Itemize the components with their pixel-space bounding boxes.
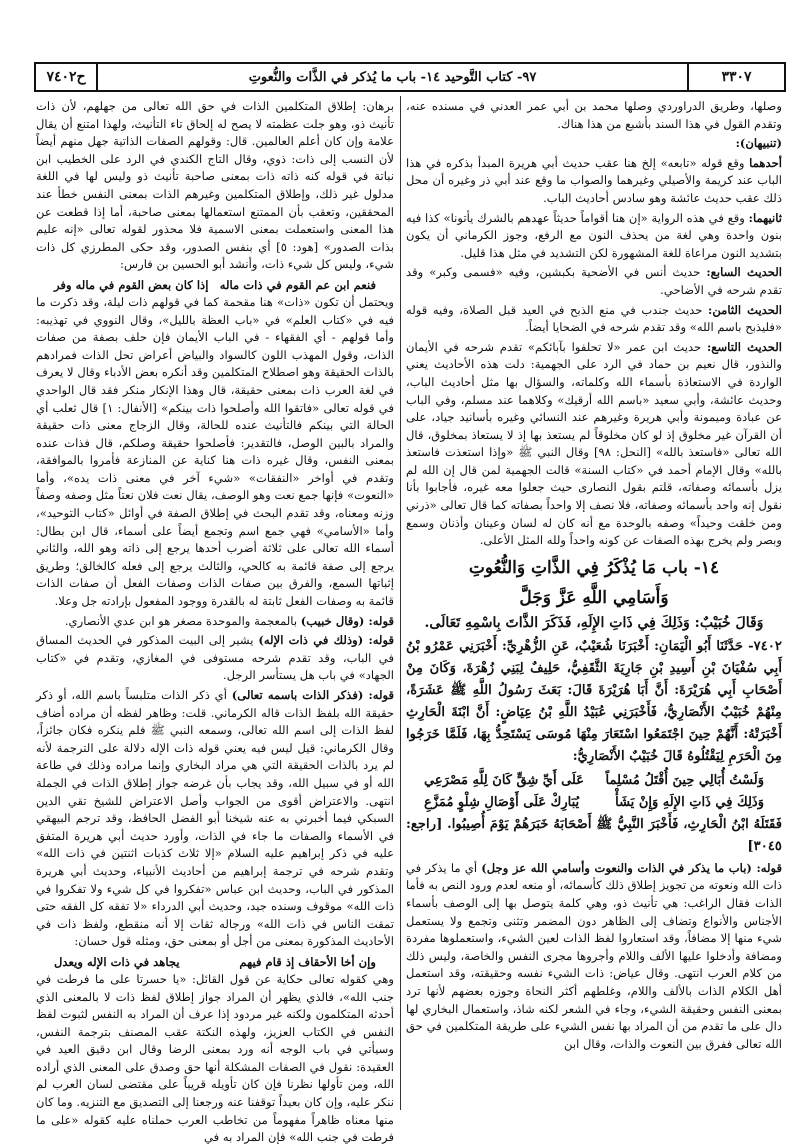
paragraph-lead: أحدهما [749,155,782,170]
running-title: ٩٧- كتاب التَّوحيد ١٤- باب ما يُذكر في الذَّات والنُّعوتِ [98,64,689,90]
chapter-heading-line2: وَأَسَامِي اللَّهِ عَزَّ وَجَلَّ [519,587,669,608]
paragraph-lead: الحديث السابع: [706,265,782,280]
poem-line [406,792,782,814]
poem-line [36,276,394,294]
paragraph [36,687,394,951]
column-divider [400,96,401,1110]
paragraph-text: بالمعجمة والموحدة مصغر هو ابن عدي الأنصاري. [64,613,298,628]
paragraph-lead: قوله: (باب ما يذكر في الذات والنعوت وأسامي الله عز وجل) [481,860,783,875]
poem-hemistich: يجاهد في ذات الإله ويعدل [54,954,180,969]
poem-hemistich: عَلَى أَيِّ شِقٍّ كَانَ لِلَّهِ مَصْرَعِي [424,772,584,788]
paragraph-text: أي ذكر الذات متلبساً باسم الله، أو ذكر حقيقة الله بلفظ الذات قاله الكرماني. قلت: وظاهر لفظه أن مراده أضاف لفظ الذات إلى اسم الله تعالى، وسمعه النبي ﷺ فلم ينكره فكان جائزاً، وقال الكرماني: قيل ليس فيه يعني قوله ذات الإله دلالة على الترجمة لأنه لم يرد بالذات الحقيقة التي هي مراد البخاري وإنما مراده وذلك في طاعة الله أو في سبيل الله، وقد يجاب بأن غرضه جواز إطلاق الذات في الجملة انتهى. والاعتراض أقوى من الجواب وأصل الاعتراض للشيخ تقي الدين السبكي فيما أخبرني به عنه شيخنا أبو الفضل الحافظ، وقد ترجم البيهقي في الأسماء والصفات ما جاء في الذات، وأورد حديث أبي هريرة المتفق عليه في ذكر إبراهيم عليه السلام «إلا ثلاث كذبات اثنتين في ذات الله» وتقدم شرحه في ترجمة إبراهيم من أحاديث الأنبياء، وحديث أبي هريرة المذكور في الباب، وحديث ابن عباس «تفكروا في كل شيء ولا تفكروا في ذات الله» موقوف وسنده جيد، وحديث أبي الدرداء «لا تفقه كل الفقه حتى تمقت الناس في ذات الله» ورجاله ثقات إلا أنه منقطع، ولفظ ذات في الأحاديث المذكورة بمعنى من أجل أو بمعنى حق، ومثله قول حسان: [36,688,394,949]
paragraph [406,339,782,550]
hadith-reference: ح٧٤٠٢ [36,64,98,90]
section-label: (تنبيهان): [735,136,782,151]
right-column [406,98,782,1110]
poem-hemistich: وَذَلِكَ فِي ذَاتِ الإِلَهِ وَإِنْ يَشَأْ [615,794,764,810]
paragraph-lead: الحديث التاسع: [707,339,783,354]
paragraph-lead: ثانيهما: [748,210,783,225]
chapter-heading: ١٤- باب مَا يُذْكَرُ فِي الذَّاتِ وَالنُّعُوتِ [468,557,720,578]
poem-line [36,953,394,971]
chapter-subheading: وَقَالَ خُبَيْبٌ: وَذَلِكَ فِي ذَاتِ الإِلَهِ، فَذَكَرَ الذَّاتَ بِاسْمِهِ تَعَالَى. [424,614,764,631]
paragraph-lead: قوله: (وقال خبيب) [300,613,394,628]
paragraph: وهي كقوله تعالى حكاية عن قول القائل: «يا حسرتا على ما فرطت في جنب الله»، فالذي يظهر أن المراد جواز إطلاق لفظ ذات لا بالمعنى الذي أحدثه المتكلمون ولكنه غير مردود إذا عرف أن المراد به النفس لثبوت لفظ النفس في الكتاب العزيز، ولهذه النكتة عقب المصنف بترجمة النفس، وسيأتي في باب الوجه أنه ورد بمعنى الرضا وقال ابن دقيق العيد في العقيدة: نقول في الصفات المشكلة أنها حق وصدق على المعنى الذي أراده الله، ومن تأولها نظرنا فإن كان تأويله قريباً على مقتضى لسان العرب لم ننكر عليه، وإن كان بعيداً توقفنا عنه ورجعنا إلى التصديق مع التنزيه. وما كان منها معناه ظاهراً مفهوماً من تخاطب العرب حملناه عليه كقوله «على ما فرطت في جنب الله» فإن المراد به في [36,971,394,1145]
paragraph-text: حديث ابن عمر «لا تحلفوا بآبائكم» تقدم شرحه في الأيمان والنذور، قال نعيم بن حماد في الرد على الجهمية: دلت هذه الأحاديث يعني الواردة في الاستعاذة بأسماء الله وكلماته، والسؤال بها مثل أحاديث الباب، وحديث عائشة، وأبي سعيد «باسم الله أرقيك» وكلاهما عند مسلم، وفي الباب عن عبادة وميمونة وأبي هريرة وغيرهم عند النسائي وغيره بأسانيد جياد، على أن القرآن غير مخلوق إذ لو كان مخلوقاً لم يستعذ بها إذ لا يستعاذ بمخلوق، قال الله تعالى «فاستعذ بالله» [النحل: ٩٨] وقال النبي ﷺ «وإذا استعذت فاستعذ بالله» وقال الإمام أحمد في «كتاب السنة» قالت الجهمية لمن قال إن الله لم يزل بأسمائه وصفاته، قلتم بقول النصارى حيث جعلوا معه غيره، فأجابوا بأنا نقول إنه واحد بأسمائه وصفاته، فلا نصف إلا واحداً بصفاته كما قال تعالى «ذرني ومن خلقت وحيداً» وصفه بالوحدة مع أنه كان له لسان وعينان وأذنان وسمع وبصر ولم يخرج بهذه الصفات عن كونه واحداً ولله المثل الأعلى. [406,339,782,548]
paragraph-text: وقع قوله «تابعه» إلخ هنا عقب حديث أبي هريرة المبدأ بذكره في هذا الباب عند كريمة والأصيلي وغيرهما والصواب ما وقع عند أبي ذر وغيره أن محل ذلك عقب حديث عائشة وهو سادس أحاديث الباب. [406,155,782,205]
poem-hemistich: يُبَارِكْ عَلَى أَوْصَالِ شِلْوٍ مُمَزَّعِ [424,794,580,810]
paragraph-text: وقع في هذه الرواية «إن هنا أقواماً حديثاً عهدهم بالشرك يأتونا» كذا فيه بنون واحدة وهي لغة من يحذف النون مع الرفع، وجوز الكرماني أن يكون بتشديد النون مراعاة للغة المشهورة لكن التشديد في مثل هذا قليل. [406,210,782,260]
left-column [36,98,395,1145]
paragraph-text: أي ما يذكر في ذات الله ونعوته من تجويز إطلاق ذلك كأسمائه، أو منعه لعدم ورود النص به فأما الذات فقال الراغب: هي تأنيث ذو، وهي كلمة يتوصل بها إلى الوصف بأسماء الأجناس والأنواع وتضاف إلى الظاهر دون المضمر وتثنى وتجمع ولا يستعمل شيء منها إلا مضافاً، وقد استعاروا لفظ الذات لعين الشيء، واستعملوها مفردة ومضافة وأدخلوا عليها الألف واللام وأجروها مجرى النفس والخاصة، وليس ذلك من كلام العرب انتهى. وقال عياض: ذات الشيء نفسه وحقيقته، وقد استعمل أهل الكلام الذات بالألف واللام، وغلطهم أكثر النحاة وجوزه بعضهم لأنها ترد بمعنى النفس وحقيقة الشيء، وجاء في الشعر لكنه شاذ، واستعمال البخاري لها دال على ما تقدم من أن المراد بها نفس الشيء على طريقة المتكلمين في حق الله تعالى ففرق بين النعوت والذات، وقال ابن [406,860,782,1051]
paragraph [406,860,782,1054]
paragraph: ويحتمل أن تكون «ذات» هنا مقحمة كما في قولهم ذات ليلة، وقد ذكرت ما فيه في «كتاب العلم» في «باب العظة بالليل»، وقال النووي في تهذيبه: وأما قولهم - أي الفقهاء - في الباب الأيمان فإن حلف بصفة من صفات الذات، وقول المهذب اللون كالسواد والبياض أعراض تحل الذات فمرادهم بالذات الحقيقة وهو اصطلاح المتكلمين وقد أنكره بعض الأدباء وقال لا يعرف في لغة العرب ذات بمعنى حقيقة، قال وهذا الإنكار منكر فقد قال الواحدي في قوله تعالى «فاتقوا الله وأصلحوا ذات بينكم» [الأنفال: ١] قال ثعلب أي الحالة التي بينكم فالتأنيث عنده للحالة، وقال الزجاج معنى ذات حقيقة والمراد بالبين الوصل، فالتقدير: فأصلحوا حقيقة وصلكم، قال فذات عنده بمعنى النفس، وقال غيره ذات هنا كناية عن المنازعة فأمروا بالموافقة، وتقدم في أواخر «النفقات» «شيء آخر في معنى ذات يده»، وأما «النعوت» فإنها جمع نعت وهو الوصف، يقال نعت فلان نعتاً مثل وصفه وصفاً وزنه ومعناه، وقد تقدم البحث في إطلاق الصفة في أوائل «كتاب التوحيد»، وأما «الأسامي» فهي جمع اسم وتجمع أيضاً على أسماء، قال ابن بطال: أسماء الله تعالى على ثلاثة أضرب أحدها يرجع إلى ذاته وهو الله، والثاني يرجع إلى صفة قائمة به كالحي، والثالث يرجع إلى فعله كالخالق؛ وطريق إثباتها السمع، والفرق بين صفات الذات وصفات الفعل أن صفات الذات قائمة به وصفات الفعل ثابتة له بالقدرة ووجود المفعول بإرادته جل وعلا. [36,294,394,609]
paragraph-lead: قوله: (وذلك في ذات الإله) [258,633,394,648]
paragraph [406,264,782,299]
paragraph-text: حديث جندب في منع الذبح في العيد قبل الصلاة، وفيه قوله «فليذبح باسم الله» وقد تقدم شرحه في الضحايا أيضاً. [406,302,782,335]
poem-line [406,770,782,792]
poem-hemistich: وإن أخا الأحقاف إذ قام فيهم [239,954,376,969]
poem-hemistich: فنعم ابن عم القوم في ذات ماله [219,277,376,292]
paragraph-text: حديث أنس في الأضحية بكبشين، وفيه «فسمى وكبر» وقد تقدم شرحه في الأضاحي. [406,265,782,297]
paragraph [406,155,782,208]
paragraph: برهان: إطلاق المتكلمين الذات في حق الله تعالى من جهلهم، لأن ذات تأنيث ذو، وهو جلت عظمته لا يصح له إلحاق تاء التأنيث، ولهذا امتنع أن يقال علامة وإن كان أعلم العالمين. قال: وقولهم الصفات الذاتية جهل منهم أيضاً لأن النسب إلى ذات: ذوي، وقال التاج الكندي في الرد على الخطيب ابن نباتة في قوله كنه ذاته ذات بمعنى صاحبة تأنيث ذو وليس لها في اللغة مدلول غير ذلك، وإطلاق المتكلمين وغيرهم الذات بمعنى النفس خطأ عند المحققين، وتعقب بأن الممتنع استعمالها بمعنى صاحبة، أما إذا قطعت عن هذا المعنى واستعملت بمعنى الاسمية فلا محذور لقوله تعالى «إنه عليم بذات الصدور» [هود: ٥] أي بنفس الصدور، وقد حكى المطرزي كل ذات شيء، وليس كل شيء ذات، وأنشد أبو الحسين بن فارس: [36,99,394,272]
paragraph-text: يشير إلى البيت المذكور في الحديث المساق في الباب، وقد تقدم شرحه مستوفى في المغازي، وتقدم في «كتاب الجهاد» في باب هل يستأسر الرجل. [36,633,394,683]
paragraph-lead: الحديث الثامن: [708,302,782,317]
page-number: ٣٣٠٧ [721,69,752,85]
hadith-text: ٧٤٠٢- حَدَّثَنَا أَبُو الْيَمَانِ: أَخْبَرَنَا شُعَيْبٌ، عَنِ الزُّهْرِيِّ: أَخْبَرَنِي عَمْرُو بْنُ أَبِي سُفْيَانَ بْنِ أَسِيدِ بْنِ جَارِيَةَ الثَّقَفِيُّ، حَلِيفٌ لِبَنِي زُهْرَةَ، وَكَانَ مِنْ أَصْحَابِ أَبِي هُرَيْرَةَ: أَنَّ أَبَا هُرَيْرَةَ قَالَ: بَعَثَ رَسُولُ اللَّهِ ﷺ عَشَرَةً، مِنْهُمْ خُبَيْبٌ الأَنْصَارِيُّ، فَأَخْبَرَنِي عُبَيْدُ اللَّهِ بْنُ عِيَاضٍ: أَنَّ ابْنَةَ الْحَارِثِ أَخْبَرَتْهُ: أَنَّهُمْ حِينَ اجْتَمَعُوا اسْتَعَارَ مِنْهَا مُوسَى يَسْتَحِدُّ بِهَا، فَلَمَّا خَرَجُوا مِنَ الْحَرَمِ لِيَقْتُلُوهُ قَالَ خُبَيْبٌ الأَنْصَارِيُّ: [406,638,782,764]
running-header [34,62,786,92]
hadith-ending: فَقَتَلَهُ ابْنُ الْحَارِثِ، فَأَخْبَرَ النَّبِيُّ ﷺ أَصْحَابَهُ خَبَرَهُمْ يَوْمَ أُصِيبُوا. [راجع: ٣٠٤٥] [406,816,782,854]
poem-hemistich: إذا كان بعض القوم في ماله وفر [54,277,209,292]
paragraph-lead: قوله: (فذكر الذات باسمه تعالى) [231,688,395,702]
paragraph [406,302,782,337]
paragraph [36,632,394,685]
paragraph [36,613,394,631]
paragraph [406,210,782,263]
poem-hemistich: وَلَسْتُ أُبَالِي حِينَ أُقْتَلُ مُسْلِماً [605,772,764,788]
paragraph: وصلها، وطريق الدراوردي وصلها محمد بن أبي عمر العدني في مسنده عنه، وتقدم القول في هذا السند بأشبع من هذا هناك. [406,99,782,131]
